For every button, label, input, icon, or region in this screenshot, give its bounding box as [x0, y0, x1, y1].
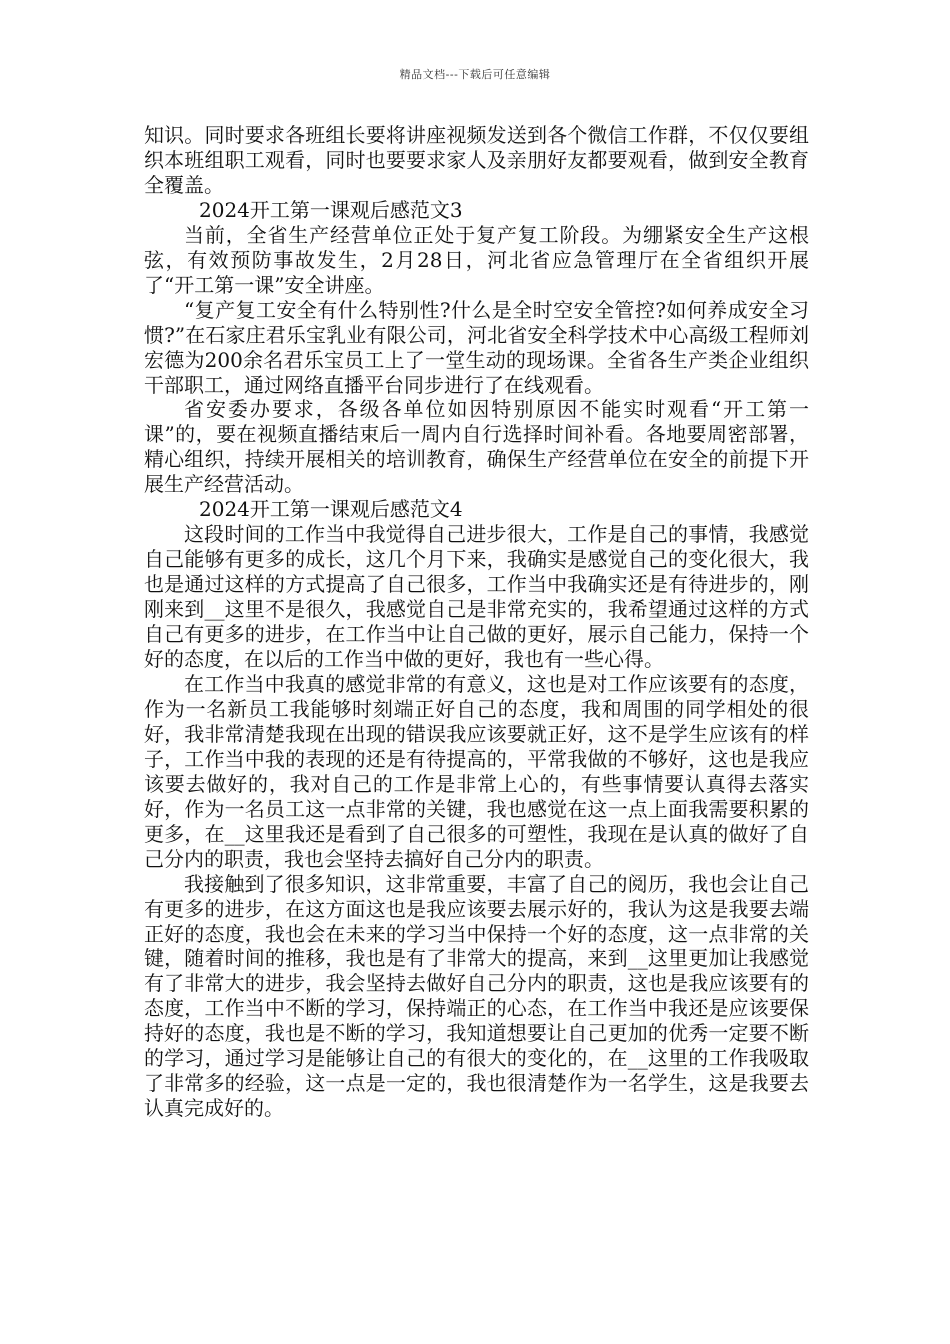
page-header: 精品文档---下载后可任意编辑 [399, 68, 551, 81]
document-body [144, 123, 809, 1121]
paragraph: 省安委办要求，各级各单位如因特别原因不能实时观看“开工第一课”的，要在视频直播结束后一周内自行选择时间补看。各地要周密部署，精心组织，持续开展相关的培训教育，确保生产经营单位在安全的前提下开展生产经营活动。 [144, 397, 809, 497]
paragraph: 当前，全省生产经营单位正处于复产复工阶段。为绷紧安全生产这根弦，有效预防事故发生，2月28日，河北省应急管理厅在全省组织开展了“开工第一课”安全讲座。 [144, 222, 809, 297]
section-heading-4: 2024开工第一课观后感范文4 [199, 497, 463, 522]
paragraph: 这段时间的工作当中我觉得自己进步很大，工作是自己的事情，我感觉自己能够有更多的成长，这几个月下来，我确实是感觉自己的变化很大，我也是通过这样的方式提高了自己很多，工作当中我确实还是有待进步的，刚刚来到__这里不是很久，我感觉自己是非常充实的，我希望通过这样的方式自己有更多的进步，在工作当中让自己做的更好，展示自己能力，保持一个好的态度，在以后的工作当中做的更好，我也有一些心得。 [144, 522, 809, 672]
paragraph-continuation: 知识。同时要求各班组长要将讲座视频发送到各个微信工作群，不仅仅要组织本班组职工观看，同时也要要求家人及亲朋好友都要观看，做到安全教育全覆盖。 [144, 123, 809, 197]
section-heading-3: 2024开工第一课观后感范文3 [199, 197, 463, 222]
paragraph: “复产复工安全有什么特别性?什么是全时空安全管控?如何养成安全习惯?”在石家庄君乐宝乳业有限公司，河北省安全科学技术中心高级工程师刘宏德为200余名君乐宝员工上了一堂生动的现场课。全省各生产类企业组织干部职工，通过网络直播平台同步进行了在线观看。 [144, 297, 809, 397]
paragraph: 我接触到了很多知识，这非常重要，丰富了自己的阅历，我也会让自己有更多的进步，在这方面这也是我应该要去展示好的，我认为这是我要去端正好的态度，我也会在未来的学习当中保持一个好的态度，这一点非常的关键，随着时间的推移，我也是有了非常大的提高，来到__这里更加让我感觉有了非常大的进步，我会坚持去做好自己分内的职责，这也是我应该要有的态度，工作当中不断的学习，保持端正的心态，在工作当中我还是应该要保持好的态度，我也是不断的学习，我知道想要让自己更加的优秀一定要不断的学习，通过学习是能够让自己的有很大的变化的，在__这里的工作我吸取了非常多的经验，这一点是一定的，我也很清楚作为一名学生，这是我要去认真完成好的。 [144, 871, 809, 1121]
paragraph: 在工作当中我真的感觉非常的有意义，这也是对工作应该要有的态度，作为一名新员工我能够时刻端正好自己的态度，我和周围的同学相处的很好，我非常清楚我现在出现的错误我应该要就正好，这不是学生应该有的样子，工作当中我的表现的还是有待提高的，平常我做的不够好，这也是我应该要去做好的，我对自己的工作是非常上心的，有些事情要认真得去落实好，作为一名员工这一点非常的关键，我也感觉在这一点上面我需要积累的更多，在__这里我还是看到了自己很多的可塑性，我现在是认真的做好了自己分内的职责，我也会坚持去搞好自己分内的职责。 [144, 671, 809, 871]
